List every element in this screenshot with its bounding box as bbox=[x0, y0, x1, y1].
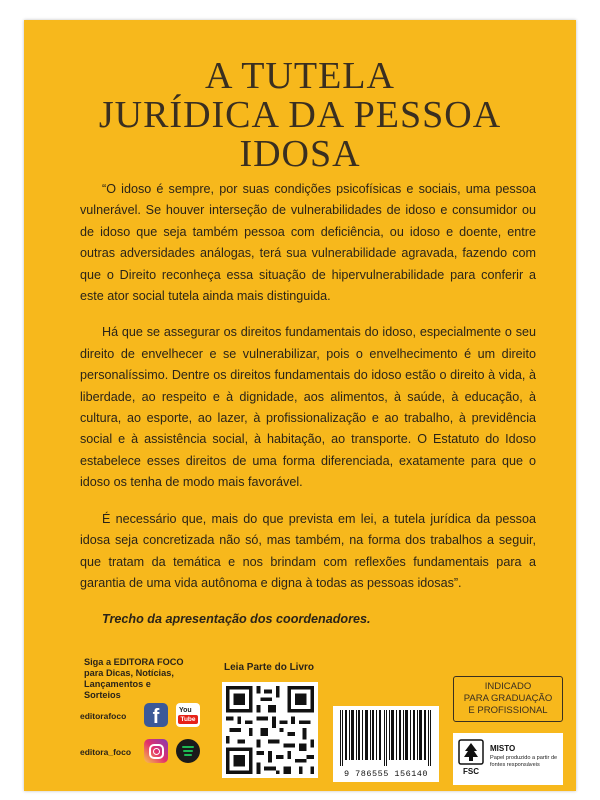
instagram-handle: editora_foco bbox=[80, 747, 132, 757]
recommended-line-1: INDICADO bbox=[484, 681, 532, 692]
barcode-bars bbox=[338, 710, 434, 766]
fsc-logo-text: FSC bbox=[463, 767, 479, 776]
facebook-handle: editorafoco bbox=[80, 711, 127, 721]
synopsis-paragraph-1: “O idoso é sempre, por suas condições psicofísicas e sociais, uma pessoa vulnerável. Se houver interseção de vulnerabilidades de idoso e consumidor ou de idoso que seja também pessoa com deficiência, ou idoso e doente, entre outras adversidades análogas, terá sua vulnerabilidade agravada, fazendo com que o Direito reconheça essa situação de hipervulnerabilidade para conferir a este ator social tutela ainda mais distinguida. bbox=[80, 182, 536, 304]
book-back-cover bbox=[24, 20, 576, 791]
recommended-line-2: PARA GRADUAÇÃO bbox=[463, 693, 553, 704]
facebook-icon[interactable] bbox=[144, 703, 168, 727]
title-line-3: IDOSA bbox=[239, 133, 361, 175]
spotify-arc-3 bbox=[184, 754, 192, 756]
youtube-tube-text: Tube bbox=[178, 715, 198, 724]
synopsis-paragraph-3: É necessário que, mais do que prevista em lei, a tutela jurídica da pessoa idosa seja concretizada não só, mas também, na forma dos trabalhos a seguir, que tratam da temática e nos brindam com reflexões fundamentais para a garantia de uma vida autônoma e digna à todas as pessoas idosas”. bbox=[80, 511, 536, 590]
isbn-barcode bbox=[333, 706, 439, 782]
social-row-instagram-spotify bbox=[80, 737, 210, 767]
instagram-icon[interactable] bbox=[144, 739, 168, 763]
fsc-title: MISTO bbox=[490, 744, 516, 753]
follow-line-2: para Dicas, Notícias, bbox=[84, 668, 174, 678]
social-follow-block bbox=[80, 657, 196, 757]
fsc-tree-icon bbox=[458, 739, 484, 779]
recommended-line-3: E PROFISSIONAL bbox=[468, 705, 548, 716]
spotify-icon[interactable] bbox=[176, 739, 200, 763]
fsc-description: Papel produzido a partir de fontes responsáveis bbox=[490, 755, 558, 768]
spotify-arc-2 bbox=[183, 750, 193, 752]
qr-code[interactable] bbox=[222, 682, 318, 778]
follow-line-3: Lançamentos e Sorteios bbox=[84, 679, 151, 700]
social-row-facebook-youtube bbox=[80, 701, 210, 731]
follow-line-1: Siga a EDITORA FOCO bbox=[84, 657, 184, 667]
qr-code-label: Leia Parte do Livro bbox=[224, 662, 315, 673]
spotify-arc-1 bbox=[182, 746, 194, 748]
facebook-glyph: f bbox=[152, 706, 160, 728]
fsc-certification bbox=[453, 733, 563, 785]
isbn-number: 9 786555 156140 bbox=[343, 769, 428, 779]
recommended-badge bbox=[453, 676, 563, 722]
instagram-lens bbox=[153, 748, 160, 755]
youtube-icon[interactable] bbox=[176, 703, 200, 727]
synopsis-paragraph-2: Há que se assegurar os direitos fundamentais do idoso, especialmente o seu direito de envelhecer e se vulnerabilizar, pois o envelhecimento é um direito personalíssimo. Dentre os direitos fundamentais do idoso estão o direito à vida, à liberdade, ao respeito e à dignidade, aos alimentos, à saúde, à educação, à cultura, ao esporte, ao lazer, à profissionalização e ao trabalho, à previdência social e à assistência social, à habitação, ao transporte. O Estatuto do Idoso estabelece esses direitos de uma forma diferenciada, exatamente para que o idoso os tenha de modo mais favorável. bbox=[80, 325, 536, 490]
title-line-2: JURÍDICA DA PESSOA bbox=[98, 94, 502, 136]
synopsis bbox=[80, 179, 536, 646]
book-title bbox=[24, 57, 576, 174]
youtube-you-text: You bbox=[179, 707, 192, 714]
attribution: Trecho da apresentação dos coordenadores. bbox=[102, 612, 371, 627]
title-line-1: A TUTELA bbox=[205, 55, 395, 97]
